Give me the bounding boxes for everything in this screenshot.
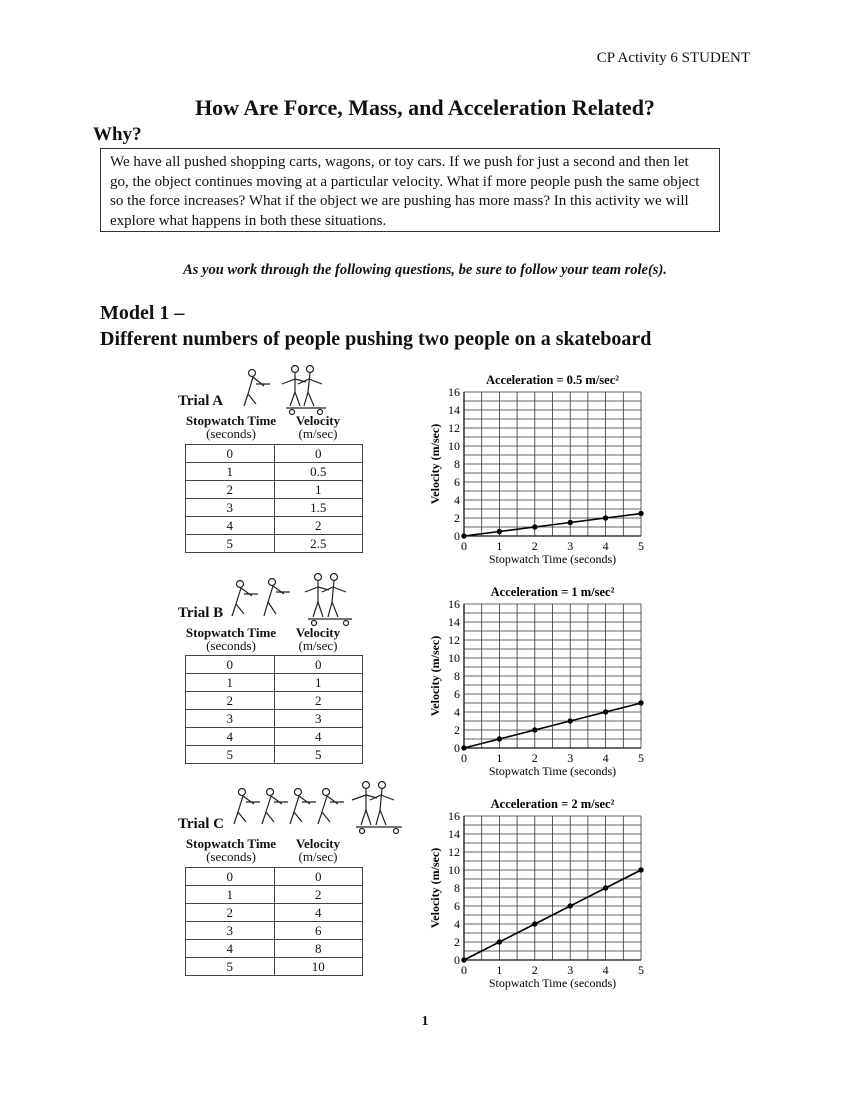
time-column-header	[183, 414, 279, 440]
instruction-text: As you work through the following questions, be sure to follow your team role(s).	[183, 262, 667, 278]
header-label: CP Activity 6 STUDENT	[596, 50, 750, 66]
time-cell: 5	[186, 746, 275, 764]
x-axis-label: Stopwatch Time (seconds)	[488, 552, 617, 566]
time-cell: 0	[186, 868, 275, 886]
data-point	[532, 921, 537, 926]
table-row	[186, 656, 363, 674]
data-point	[603, 885, 608, 890]
data-point	[461, 533, 466, 538]
time-cell: 3	[186, 499, 275, 517]
velocity-column-label: Velocity	[295, 836, 341, 851]
trial-a-table	[185, 444, 363, 553]
chart-title: Acceleration = 1 m/sec²	[490, 585, 615, 599]
y-tick-label: 4	[454, 917, 460, 931]
velocity-column-unit: (m/sec)	[298, 638, 338, 653]
x-tick-label: 5	[638, 751, 644, 765]
y-tick-label: 0	[454, 741, 460, 755]
table-row	[186, 886, 363, 904]
table-row	[186, 481, 363, 499]
velocity-cell: 0	[274, 445, 363, 463]
trial-label: Trial C	[178, 816, 224, 832]
table-row	[186, 710, 363, 728]
y-tick-label: 14	[448, 827, 460, 841]
pushers-illustration-icon	[230, 778, 410, 836]
data-point	[497, 939, 502, 944]
velocity-cell: 5	[274, 746, 363, 764]
y-tick-label: 0	[454, 953, 460, 967]
data-point	[603, 709, 608, 714]
table-row	[186, 728, 363, 746]
data-point	[497, 736, 502, 741]
time-cell: 2	[186, 904, 275, 922]
table-row	[186, 535, 363, 553]
y-tick-label: 4	[454, 493, 460, 507]
x-tick-label: 2	[531, 963, 538, 977]
velocity-column-label: Velocity	[295, 413, 341, 428]
table-row	[186, 517, 363, 535]
table-row	[186, 445, 363, 463]
y-tick-label: 10	[448, 863, 460, 877]
y-tick-label: 8	[454, 457, 460, 471]
data-point	[532, 524, 537, 529]
x-tick-label: 0	[461, 539, 467, 553]
time-column-header	[183, 626, 279, 652]
velocity-cell: 6	[274, 922, 363, 940]
time-column-unit: (seconds)	[206, 638, 256, 653]
velocity-column-unit: (m/sec)	[298, 426, 338, 441]
data-point	[638, 700, 643, 705]
velocity-cell: 1	[274, 481, 363, 499]
y-tick-label: 0	[454, 529, 460, 543]
table-row	[186, 958, 363, 976]
x-tick-label: 3	[567, 751, 574, 765]
table-row	[186, 922, 363, 940]
y-axis-label: Velocity (m/sec)	[428, 635, 442, 717]
time-cell: 0	[186, 445, 275, 463]
y-tick-label: 10	[448, 651, 460, 665]
table-row	[186, 940, 363, 958]
data-point	[497, 529, 502, 534]
velocity-column-header	[284, 414, 352, 440]
x-tick-label: 1	[496, 539, 503, 553]
velocity-cell: 2	[274, 517, 363, 535]
velocity-cell: 2.5	[274, 535, 363, 553]
y-tick-label: 2	[454, 723, 460, 737]
time-column-unit: (seconds)	[206, 426, 256, 441]
trial-label: Trial A	[178, 393, 224, 409]
time-column-label: Stopwatch Time	[185, 413, 277, 428]
velocity-cell: 2	[274, 886, 363, 904]
time-cell: 3	[186, 922, 275, 940]
x-tick-label: 0	[461, 963, 467, 977]
velocity-cell: 1	[274, 674, 363, 692]
page-number: 1	[421, 1014, 429, 1029]
x-tick-label: 5	[638, 539, 644, 553]
velocity-column-unit: (m/sec)	[298, 849, 338, 864]
y-tick-label: 6	[454, 475, 460, 489]
velocity-chart-c	[418, 792, 658, 992]
velocity-cell: 4	[274, 728, 363, 746]
x-tick-label: 3	[567, 539, 574, 553]
y-tick-label: 4	[454, 705, 460, 719]
velocity-cell: 3	[274, 710, 363, 728]
y-tick-label: 14	[448, 615, 460, 629]
velocity-cell: 1.5	[274, 499, 363, 517]
y-tick-label: 12	[448, 845, 460, 859]
velocity-cell: 10	[274, 958, 363, 976]
time-cell: 4	[186, 940, 275, 958]
x-tick-label: 1	[496, 751, 503, 765]
time-cell: 3	[186, 710, 275, 728]
time-cell: 4	[186, 728, 275, 746]
model-heading-line1: Model 1 –	[100, 302, 185, 324]
chart-title: Acceleration = 2 m/sec²	[490, 797, 615, 811]
y-tick-label: 16	[448, 597, 460, 611]
table-row	[186, 692, 363, 710]
table-row	[186, 904, 363, 922]
time-cell: 4	[186, 517, 275, 535]
time-cell: 1	[186, 886, 275, 904]
data-point	[603, 515, 608, 520]
x-tick-label: 4	[602, 539, 609, 553]
data-point	[638, 867, 643, 872]
time-cell: 5	[186, 535, 275, 553]
model-heading-line2: Different numbers of people pushing two people on a skateboard	[100, 328, 652, 350]
y-tick-label: 8	[454, 669, 460, 683]
time-cell: 2	[186, 692, 275, 710]
why-heading: Why?	[93, 124, 142, 145]
velocity-cell: 8	[274, 940, 363, 958]
data-point	[461, 957, 466, 962]
table-row	[186, 746, 363, 764]
y-tick-label: 2	[454, 511, 460, 525]
x-tick-label: 2	[531, 751, 538, 765]
table-row	[186, 868, 363, 886]
velocity-cell: 2	[274, 692, 363, 710]
time-column-label: Stopwatch Time	[185, 836, 277, 851]
time-cell: 1	[186, 674, 275, 692]
time-cell: 1	[186, 463, 275, 481]
time-cell: 5	[186, 958, 275, 976]
x-tick-label: 5	[638, 963, 644, 977]
table-row	[186, 499, 363, 517]
data-point	[638, 511, 643, 516]
time-column-header	[183, 837, 279, 863]
velocity-column-header	[284, 837, 352, 863]
velocity-chart-b	[418, 580, 658, 780]
velocity-column-label: Velocity	[295, 625, 341, 640]
velocity-chart-a	[418, 368, 658, 568]
x-tick-label: 4	[602, 963, 609, 977]
data-point	[532, 727, 537, 732]
y-tick-label: 6	[454, 899, 460, 913]
velocity-cell: 0	[274, 656, 363, 674]
x-axis-label: Stopwatch Time (seconds)	[488, 976, 617, 990]
page-title: How Are Force, Mass, and Acceleration Related?	[195, 95, 655, 120]
x-axis-label: Stopwatch Time (seconds)	[488, 764, 617, 778]
model-heading	[100, 300, 651, 352]
pushers-illustration-icon	[228, 570, 363, 628]
y-tick-label: 8	[454, 881, 460, 895]
table-row	[186, 463, 363, 481]
trial-b-table	[185, 655, 363, 764]
velocity-cell: 0	[274, 868, 363, 886]
x-tick-label: 2	[531, 539, 538, 553]
data-point	[568, 903, 573, 908]
y-axis-label: Velocity (m/sec)	[428, 423, 442, 505]
y-tick-label: 16	[448, 385, 460, 399]
x-tick-label: 4	[602, 751, 609, 765]
x-tick-label: 0	[461, 751, 467, 765]
y-tick-label: 2	[454, 935, 460, 949]
y-tick-label: 14	[448, 403, 460, 417]
chart-title: Acceleration = 0.5 m/sec²	[485, 373, 620, 387]
trial-c-table	[185, 867, 363, 976]
data-point	[461, 745, 466, 750]
time-column-label: Stopwatch Time	[185, 625, 277, 640]
time-cell: 0	[186, 656, 275, 674]
y-axis-label: Velocity (m/sec)	[428, 847, 442, 929]
velocity-cell: 0.5	[274, 463, 363, 481]
pushers-illustration-icon	[240, 362, 340, 416]
table-row	[186, 674, 363, 692]
y-tick-label: 12	[448, 421, 460, 435]
time-cell: 2	[186, 481, 275, 499]
y-tick-label: 16	[448, 809, 460, 823]
data-point	[568, 520, 573, 525]
trial-label: Trial B	[178, 605, 224, 621]
x-tick-label: 1	[496, 963, 503, 977]
velocity-column-header	[284, 626, 352, 652]
why-text-box: We have all pushed shopping carts, wagons, or toy cars. If we push for just a second and then let go, the object continues moving at a particular velocity. What if more people push the same object so the force increases? What if the object we are pushing has more mass? In this activity we will explore what happens in both these situations.	[100, 148, 720, 232]
y-tick-label: 6	[454, 687, 460, 701]
velocity-cell: 4	[274, 904, 363, 922]
data-point	[568, 718, 573, 723]
x-tick-label: 3	[567, 963, 574, 977]
y-tick-label: 10	[448, 439, 460, 453]
time-column-unit: (seconds)	[206, 849, 256, 864]
y-tick-label: 12	[448, 633, 460, 647]
